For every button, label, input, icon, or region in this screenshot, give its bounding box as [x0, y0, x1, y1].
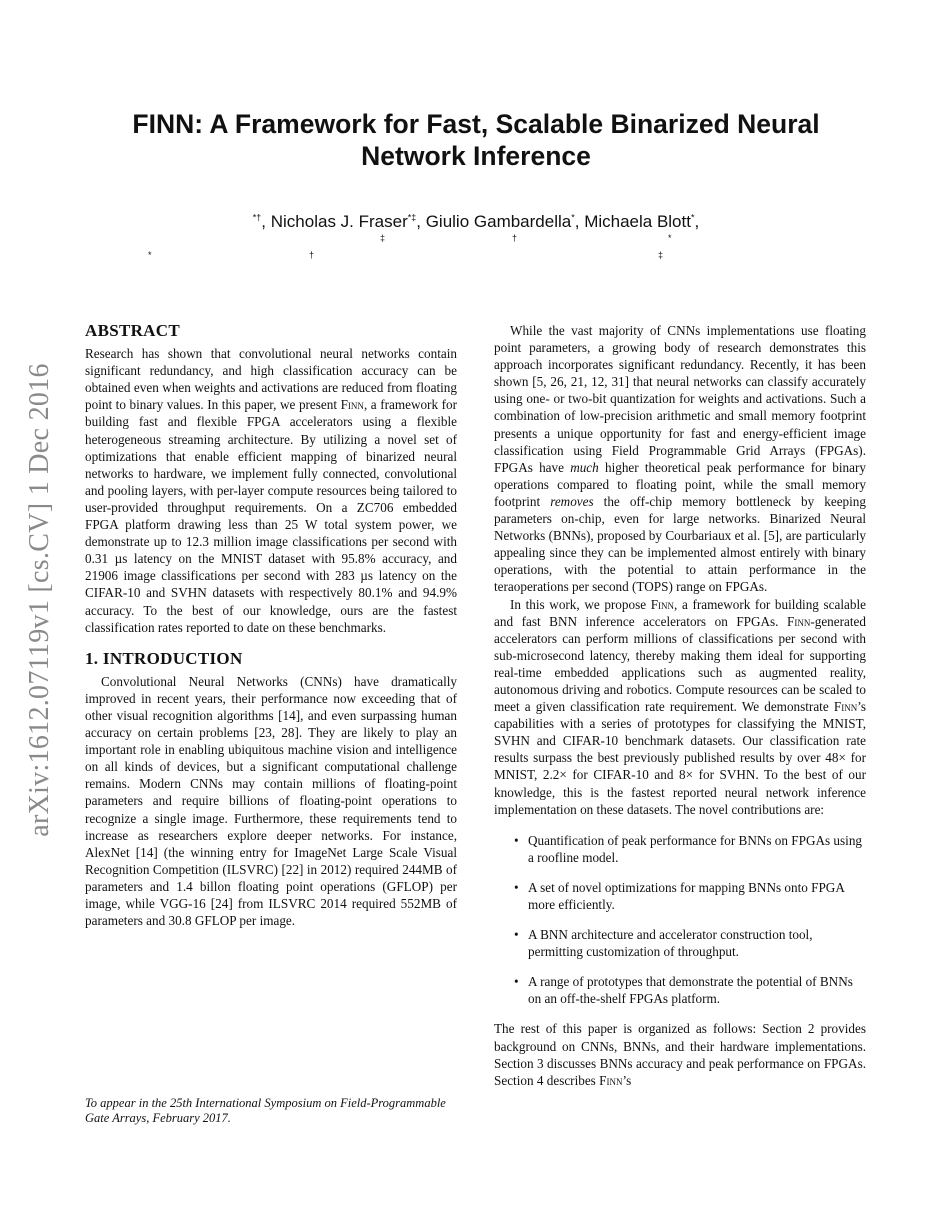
- abstract-paragraph: Research has shown that convolutional neural networks contain significant redundancy, and high classification accuracy can be obtained even when weights and activations are reduced from floating point to binary values. In this paper, we present Finn, a framework for building fast and flexible FPGA accelerators using a flexible heterogeneous streaming architecture. By utilizing a novel set of optimizations that enable efficient mapping of binarized neural networks to hardware, we implement fully connected, convolutional and pooling layers, with per-layer compute resources being tailored to user-provided throughput requirements. On a ZC706 embedded FPGA platform drawing less than 25 W total system power, we demonstrate up to 12.3 million image classifications per second with 0.31 µs latency on the MNIST dataset with 95.8% accuracy, and 21906 image classifications per second with 283 µs latency on the CIFAR-10 and SVHN datasets with respectively 80.1% and 94.9% accuracy. To the best of our knowledge, ours are the fastest classification rates reported to date on these benchmarks.: [85, 346, 457, 635]
- author-1-mark: *†: [252, 212, 262, 223]
- list-item: • A range of prototypes that demonstrate the potential of BNNs on an off-the-shelf FPGAs platform.: [528, 973, 866, 1007]
- author-3-mark: *: [571, 212, 575, 223]
- author-line: *†, Nicholas J. Fraser*‡, Giulio Gambardella*, Michaela Blott*,: [252, 212, 700, 231]
- list-item: • A BNN architecture and accelerator construction tool, permitting customization of throughput.: [528, 926, 866, 960]
- list-item: • A set of novel optimizations for mapping BNNs onto FPGA more efficiently.: [528, 879, 866, 913]
- author-2-name: Nicholas J. Fraser: [270, 212, 408, 231]
- venue-footnote: To appear in the 25th International Symposium on Field-Programmable Gate Arrays, February 2017.: [85, 1096, 446, 1125]
- affiliation-mark: *: [148, 250, 152, 260]
- contributions-list: [494, 832, 866, 1008]
- affiliation-mark: †: [309, 250, 315, 260]
- author-4-mark: *: [690, 212, 695, 223]
- list-item: • Quantification of peak performance for BNNs on FPGAs using a roofline model.: [528, 832, 866, 866]
- abstract-heading: ABSTRACT: [85, 321, 180, 340]
- introduction-heading: 1. INTRODUCTION: [85, 648, 243, 668]
- left-column: [85, 322, 457, 929]
- affiliation-mark: †: [512, 233, 518, 243]
- right-column: [494, 322, 866, 1089]
- affiliation-mark: ‡: [380, 233, 386, 243]
- affiliation-mark: ‡: [658, 250, 664, 260]
- affiliation-mark: *: [668, 233, 672, 243]
- organization-paragraph: The rest of this paper is organized as follows: Section 2 provides background on CNNs, BNNs, and their hardware implementations. Section 3 discusses BNNs accuracy and peak performance on FPGAs. Section 4 describes Finn’s: [494, 1021, 866, 1088]
- author-2-mark: *‡: [407, 212, 417, 223]
- intro-paragraph-3: In this work, we propose Finn, a framework for building scalable and fast BNN inference accelerators on FPGAs. Finn-generated accelerators can perform millions of classifications per second with sub-microsecond latency, thereby making them ideal for supporting real-time embedded applications such as augmented reality, autonomous driving and robotics. Compute resources can be scaled to meet a given classification rate requirement. We demonstrate Finn’s capabilities with a series of prototypes for classifying the MNIST, SVHN and CIFAR-10 benchmark datasets. Our classification rate results surpass the best previously published results by over 48× for MNIST, 2.2× for CIFAR-10 and 8× for SVHN. To the best of our knowledge, this is the fastest reported neural network inference implementation on these datasets. The novel contributions are:: [494, 596, 866, 817]
- arxiv-id-text: arXiv:1612.07119v1 [cs.CV] 1 Dec 2016: [24, 363, 55, 837]
- arxiv-sidebar-identifier: [20, 330, 60, 870]
- intro-paragraph-2: While the vast majority of CNNs implementations use floating point parameters, a growing body of research demonstrates this approach incorporates significant redundancy. Recently, it has been shown [5, 26, 21, 12, 31] that neural networks can classify accurately using one- or two-bit quantization for weights and activations. Such a combination of low-precision arithmetic and small memory footprint presents a unique opportunity for fast and energy-efficient image classification using Field Programmable Grid Arrays (FPGAs). FPGAs have much higher theoretical peak performance for binary operations compared to floating point, while the small memory footprint removes the off-chip memory bottleneck by keeping parameters on-chip, even for large networks. Binarized Neural Networks (BNNs), proposed by Courbariaux et al. [5], are particularly appealing since they can be implemented almost entirely with binary operations, with the potential to attain performance in the teraoperations per second (TOPS) range on FPGAs.: [494, 323, 866, 595]
- introduction-paragraph: Convolutional Neural Networks (CNNs) have dramatically improved in recent years, their performance now exceeding that of other visual recognition algorithms [14], and even surpassing human accuracy on certain problems [23, 28]. They are likely to play an important role in enabling ubiquitous machine vision and intelligence on all kinds of devices, but a significant computational challenge remains. Modern CNNs may contain millions of floating-point parameters and require billions of floating-point operations to recognize a single image. Furthermore, these requirements tend to increase as researchers explore deeper networks. For instance, AlexNet [14] (the winning entry for ImageNet Large Scale Visual Recognition Competition (ILSVRC) [22] in 2012) required 244MB of parameters and 1.4 billon floating point operations (GFLOP) per image, while VGG-16 [24] from ILSVRC 2014 required 552MB of parameters and 30.8 GFLOP per image.: [85, 673, 457, 929]
- author-3-name: Giulio Gambardella: [425, 212, 572, 231]
- paper-title: FINN: A Framework for Fast, Scalable Binarized Neural Network Inference: [132, 109, 820, 171]
- author-4-name: Michaela Blott: [584, 212, 691, 231]
